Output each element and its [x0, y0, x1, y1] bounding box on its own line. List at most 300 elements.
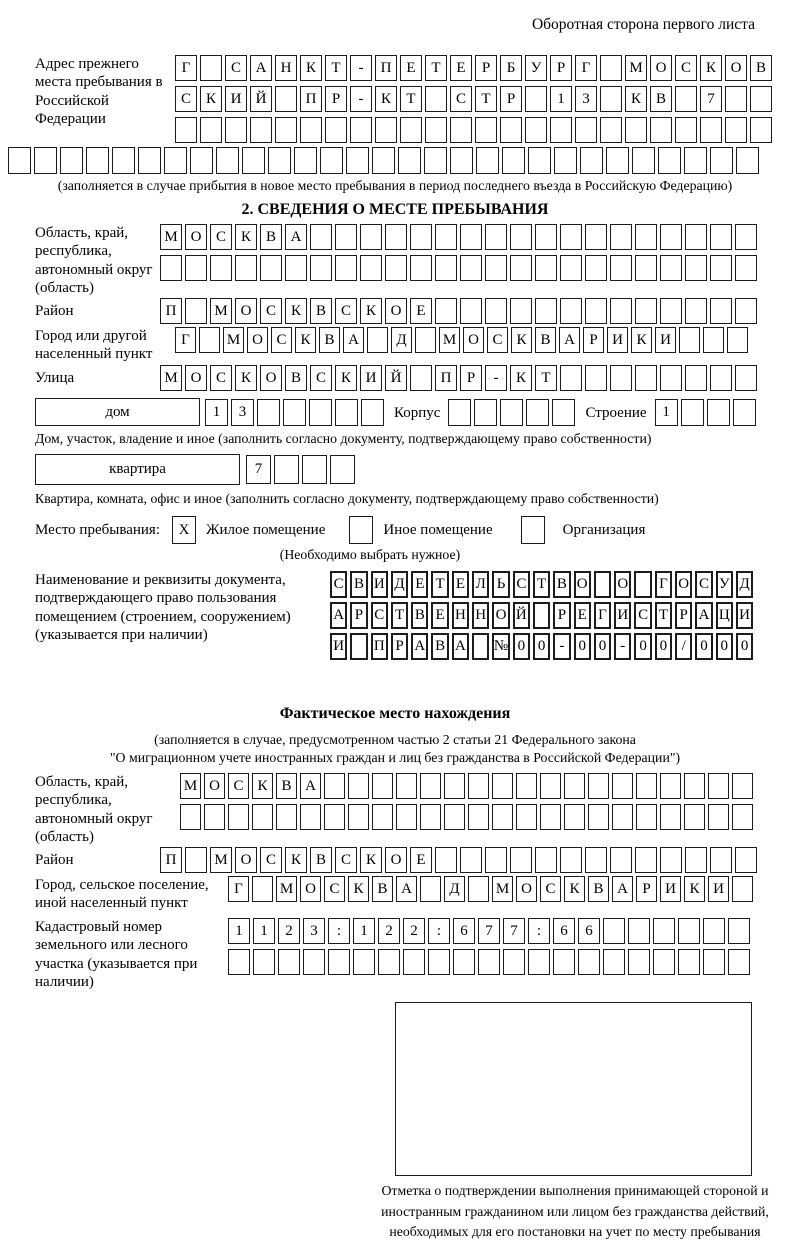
char-box[interactable]: В [276, 773, 297, 799]
char-box[interactable] [550, 117, 572, 143]
char-box[interactable] [375, 117, 397, 143]
char-box[interactable]: С [210, 224, 232, 250]
char-box[interactable] [610, 847, 632, 873]
char-box[interactable] [283, 399, 306, 426]
char-box[interactable] [302, 455, 327, 484]
char-box[interactable] [420, 804, 441, 830]
char-box[interactable]: Р [350, 602, 367, 629]
char-box[interactable]: С [330, 571, 347, 598]
char-box[interactable]: Н [452, 602, 469, 629]
char-box[interactable]: 0 [634, 633, 651, 660]
char-box[interactable]: 6 [553, 918, 575, 944]
char-box[interactable] [460, 298, 482, 324]
char-box[interactable] [485, 847, 507, 873]
char-box[interactable]: И [225, 86, 247, 112]
char-box[interactable] [468, 804, 489, 830]
char-box[interactable]: О [185, 224, 207, 250]
char-box[interactable]: О [204, 773, 225, 799]
char-box[interactable] [732, 876, 753, 902]
char-box[interactable] [735, 255, 757, 281]
char-box[interactable]: 0 [533, 633, 550, 660]
char-box[interactable] [310, 255, 332, 281]
char-box[interactable]: 3 [303, 918, 325, 944]
char-box[interactable] [275, 86, 297, 112]
organization-checkbox[interactable] [521, 516, 545, 544]
char-box[interactable] [578, 949, 600, 975]
char-box[interactable] [708, 804, 729, 830]
char-box[interactable]: 6 [453, 918, 475, 944]
char-box[interactable] [138, 147, 161, 174]
char-box[interactable]: К [511, 327, 532, 353]
char-box[interactable]: А [559, 327, 580, 353]
char-box[interactable] [650, 117, 672, 143]
char-box[interactable] [684, 773, 705, 799]
char-box[interactable]: Д [391, 327, 412, 353]
char-box[interactable]: К [300, 55, 322, 81]
char-box[interactable] [660, 773, 681, 799]
char-box[interactable] [460, 255, 482, 281]
char-box[interactable]: П [375, 55, 397, 81]
char-box[interactable]: В [553, 571, 570, 598]
char-box[interactable]: С [310, 365, 332, 391]
char-box[interactable]: Р [636, 876, 657, 902]
char-box[interactable]: С [335, 847, 357, 873]
char-box[interactable] [216, 147, 239, 174]
char-box[interactable] [553, 949, 575, 975]
char-box[interactable]: А [452, 633, 469, 660]
char-box[interactable] [635, 365, 657, 391]
char-box[interactable]: О [650, 55, 672, 81]
char-box[interactable] [678, 918, 700, 944]
char-box[interactable] [564, 804, 585, 830]
char-box[interactable]: О [235, 847, 257, 873]
char-box[interactable] [560, 847, 582, 873]
char-box[interactable] [710, 365, 732, 391]
char-box[interactable]: М [492, 876, 513, 902]
char-box[interactable]: Е [450, 55, 472, 81]
char-box[interactable]: К [510, 365, 532, 391]
char-box[interactable]: С [675, 55, 697, 81]
char-box[interactable] [585, 255, 607, 281]
char-box[interactable] [634, 571, 651, 598]
char-box[interactable]: А [300, 773, 321, 799]
char-box[interactable] [603, 949, 625, 975]
char-box[interactable]: К [564, 876, 585, 902]
char-box[interactable]: С [695, 571, 712, 598]
char-box[interactable]: П [160, 847, 182, 873]
char-box[interactable]: / [675, 633, 692, 660]
char-box[interactable]: Ц [716, 602, 733, 629]
char-box[interactable] [600, 117, 622, 143]
char-box[interactable] [636, 773, 657, 799]
char-box[interactable] [242, 147, 265, 174]
char-box[interactable] [635, 847, 657, 873]
char-box[interactable] [475, 117, 497, 143]
char-box[interactable] [728, 949, 750, 975]
char-box[interactable] [636, 804, 657, 830]
char-box[interactable] [685, 298, 707, 324]
char-box[interactable] [685, 847, 707, 873]
char-box[interactable] [428, 949, 450, 975]
char-box[interactable] [660, 365, 682, 391]
char-box[interactable]: 2 [278, 918, 300, 944]
char-box[interactable] [681, 399, 704, 426]
char-box[interactable] [594, 571, 611, 598]
char-box[interactable] [185, 255, 207, 281]
char-box[interactable]: Т [475, 86, 497, 112]
char-box[interactable] [425, 86, 447, 112]
char-box[interactable] [610, 365, 632, 391]
char-box[interactable]: О [385, 298, 407, 324]
char-box[interactable] [435, 298, 457, 324]
char-box[interactable] [112, 147, 135, 174]
char-box[interactable] [610, 224, 632, 250]
char-box[interactable] [575, 117, 597, 143]
char-box[interactable]: Й [250, 86, 272, 112]
char-box[interactable] [685, 224, 707, 250]
char-box[interactable]: В [750, 55, 772, 81]
char-box[interactable] [736, 147, 759, 174]
char-box[interactable]: 0 [716, 633, 733, 660]
char-box[interactable] [310, 224, 332, 250]
char-box[interactable] [175, 117, 197, 143]
char-box[interactable] [260, 255, 282, 281]
other-premises-checkbox[interactable] [349, 516, 373, 544]
char-box[interactable] [398, 147, 421, 174]
char-box[interactable] [348, 773, 369, 799]
char-box[interactable]: 1 [205, 399, 228, 426]
char-box[interactable] [225, 117, 247, 143]
char-box[interactable]: 1 [655, 399, 678, 426]
char-box[interactable] [353, 949, 375, 975]
char-box[interactable] [588, 773, 609, 799]
char-box[interactable]: М [180, 773, 201, 799]
char-box[interactable]: Е [410, 298, 432, 324]
char-box[interactable]: Г [228, 876, 249, 902]
char-box[interactable] [732, 773, 753, 799]
char-box[interactable]: 7 [503, 918, 525, 944]
char-box[interactable]: С [540, 876, 561, 902]
char-box[interactable] [415, 327, 436, 353]
char-box[interactable] [485, 224, 507, 250]
char-box[interactable] [700, 117, 722, 143]
char-box[interactable]: И [371, 571, 388, 598]
char-box[interactable] [750, 86, 772, 112]
char-box[interactable]: К [295, 327, 316, 353]
char-box[interactable] [372, 773, 393, 799]
char-box[interactable] [420, 876, 441, 902]
char-box[interactable] [658, 147, 681, 174]
char-box[interactable] [468, 773, 489, 799]
char-box[interactable] [60, 147, 83, 174]
char-box[interactable]: 1 [253, 918, 275, 944]
char-box[interactable]: Г [575, 55, 597, 81]
char-box[interactable] [485, 255, 507, 281]
char-box[interactable]: А [411, 633, 428, 660]
char-box[interactable]: Т [425, 55, 447, 81]
char-box[interactable] [653, 949, 675, 975]
char-box[interactable]: М [276, 876, 297, 902]
char-box[interactable]: Й [385, 365, 407, 391]
char-box[interactable] [510, 224, 532, 250]
char-box[interactable] [500, 399, 523, 426]
char-box[interactable]: К [348, 876, 369, 902]
char-box[interactable] [685, 365, 707, 391]
char-box[interactable] [610, 255, 632, 281]
char-box[interactable]: И [708, 876, 729, 902]
char-box[interactable] [660, 255, 682, 281]
char-box[interactable]: А [330, 602, 347, 629]
char-box[interactable] [468, 876, 489, 902]
char-box[interactable] [385, 255, 407, 281]
char-box[interactable] [703, 327, 724, 353]
char-box[interactable] [350, 633, 367, 660]
char-box[interactable]: С [228, 773, 249, 799]
char-box[interactable] [732, 804, 753, 830]
char-box[interactable] [603, 918, 625, 944]
char-box[interactable] [204, 804, 225, 830]
char-box[interactable]: С [210, 365, 232, 391]
char-box[interactable]: К [631, 327, 652, 353]
char-box[interactable]: 0 [513, 633, 530, 660]
char-box[interactable] [252, 804, 273, 830]
char-box[interactable] [275, 117, 297, 143]
char-box[interactable]: - [553, 633, 570, 660]
char-box[interactable]: Ь [492, 571, 509, 598]
char-box[interactable]: Д [736, 571, 753, 598]
char-box[interactable] [361, 399, 384, 426]
char-box[interactable]: К [360, 298, 382, 324]
char-box[interactable] [703, 949, 725, 975]
char-box[interactable]: - [614, 633, 631, 660]
char-box[interactable]: О [614, 571, 631, 598]
char-box[interactable] [8, 147, 31, 174]
char-box[interactable]: В [372, 876, 393, 902]
char-box[interactable]: В [411, 602, 428, 629]
char-box[interactable] [330, 455, 355, 484]
char-box[interactable]: - [350, 86, 372, 112]
char-box[interactable] [528, 949, 550, 975]
char-box[interactable]: К [200, 86, 222, 112]
char-box[interactable]: В [650, 86, 672, 112]
char-box[interactable] [460, 847, 482, 873]
char-box[interactable] [250, 117, 272, 143]
char-box[interactable]: К [375, 86, 397, 112]
char-box[interactable]: О [385, 847, 407, 873]
char-box[interactable]: Т [391, 602, 408, 629]
char-box[interactable] [350, 117, 372, 143]
char-box[interactable]: И [660, 876, 681, 902]
char-box[interactable] [444, 773, 465, 799]
char-box[interactable]: С [260, 298, 282, 324]
char-box[interactable]: М [160, 224, 182, 250]
char-box[interactable]: С [450, 86, 472, 112]
char-box[interactable] [606, 147, 629, 174]
char-box[interactable]: О [247, 327, 268, 353]
char-box[interactable] [588, 804, 609, 830]
char-box[interactable]: Р [550, 55, 572, 81]
char-box[interactable]: Р [460, 365, 482, 391]
char-box[interactable] [660, 847, 682, 873]
char-box[interactable]: Р [500, 86, 522, 112]
char-box[interactable]: И [330, 633, 347, 660]
char-box[interactable] [632, 147, 655, 174]
char-box[interactable]: А [612, 876, 633, 902]
char-box[interactable] [378, 949, 400, 975]
char-box[interactable]: К [360, 847, 382, 873]
char-box[interactable] [324, 773, 345, 799]
char-box[interactable]: С [634, 602, 651, 629]
char-box[interactable]: - [350, 55, 372, 81]
char-box[interactable]: К [285, 847, 307, 873]
char-box[interactable]: В [588, 876, 609, 902]
char-box[interactable] [303, 949, 325, 975]
char-box[interactable]: : [528, 918, 550, 944]
char-box[interactable] [612, 773, 633, 799]
char-box[interactable] [685, 255, 707, 281]
char-box[interactable]: И [360, 365, 382, 391]
char-box[interactable] [725, 117, 747, 143]
char-box[interactable]: С [175, 86, 197, 112]
char-box[interactable]: М [439, 327, 460, 353]
char-box[interactable] [679, 327, 700, 353]
char-box[interactable]: П [371, 633, 388, 660]
char-box[interactable] [478, 949, 500, 975]
char-box[interactable] [660, 298, 682, 324]
char-box[interactable] [612, 804, 633, 830]
char-box[interactable]: О [516, 876, 537, 902]
char-box[interactable] [185, 847, 207, 873]
char-box[interactable] [34, 147, 57, 174]
char-box[interactable]: - [485, 365, 507, 391]
char-box[interactable] [710, 224, 732, 250]
char-box[interactable]: У [525, 55, 547, 81]
char-box[interactable] [200, 55, 222, 81]
char-box[interactable]: И [736, 602, 753, 629]
char-box[interactable]: 0 [695, 633, 712, 660]
char-box[interactable] [727, 327, 748, 353]
char-box[interactable] [725, 86, 747, 112]
char-box[interactable] [675, 86, 697, 112]
char-box[interactable] [185, 298, 207, 324]
char-box[interactable]: А [396, 876, 417, 902]
char-box[interactable]: Р [325, 86, 347, 112]
char-box[interactable]: Е [431, 602, 448, 629]
char-box[interactable]: В [260, 224, 282, 250]
char-box[interactable]: Г [175, 327, 196, 353]
char-box[interactable]: В [310, 298, 332, 324]
char-box[interactable] [533, 602, 550, 629]
char-box[interactable]: В [431, 633, 448, 660]
char-box[interactable]: Н [275, 55, 297, 81]
char-box[interactable] [372, 804, 393, 830]
char-box[interactable]: Е [400, 55, 422, 81]
char-box[interactable]: М [223, 327, 244, 353]
char-box[interactable]: Н [472, 602, 489, 629]
char-box[interactable]: О [725, 55, 747, 81]
char-box[interactable] [348, 804, 369, 830]
char-box[interactable] [728, 918, 750, 944]
char-box[interactable] [510, 255, 532, 281]
char-box[interactable] [535, 224, 557, 250]
char-box[interactable] [610, 298, 632, 324]
char-box[interactable] [710, 298, 732, 324]
char-box[interactable]: Л [472, 571, 489, 598]
char-box[interactable] [335, 224, 357, 250]
char-box[interactable] [510, 298, 532, 324]
char-box[interactable]: С [260, 847, 282, 873]
char-box[interactable] [400, 117, 422, 143]
char-box[interactable] [424, 147, 447, 174]
char-box[interactable]: Е [452, 571, 469, 598]
char-box[interactable] [510, 847, 532, 873]
char-box[interactable]: 7 [478, 918, 500, 944]
char-box[interactable] [735, 847, 757, 873]
char-box[interactable] [300, 117, 322, 143]
char-box[interactable]: К [684, 876, 705, 902]
char-box[interactable]: Г [594, 602, 611, 629]
char-box[interactable] [346, 147, 369, 174]
char-box[interactable] [450, 147, 473, 174]
char-box[interactable] [560, 365, 582, 391]
char-box[interactable]: А [250, 55, 272, 81]
char-box[interactable] [228, 949, 250, 975]
char-box[interactable] [492, 773, 513, 799]
char-box[interactable] [516, 773, 537, 799]
char-box[interactable]: А [343, 327, 364, 353]
char-box[interactable] [675, 117, 697, 143]
char-box[interactable] [600, 86, 622, 112]
char-box[interactable]: С [513, 571, 530, 598]
char-box[interactable] [684, 804, 705, 830]
char-box[interactable]: 0 [574, 633, 591, 660]
char-box[interactable] [625, 117, 647, 143]
char-box[interactable] [526, 399, 549, 426]
char-box[interactable] [707, 399, 730, 426]
char-box[interactable]: Р [583, 327, 604, 353]
char-box[interactable]: В [350, 571, 367, 598]
char-box[interactable]: Е [410, 847, 432, 873]
char-box[interactable]: М [210, 847, 232, 873]
char-box[interactable] [385, 224, 407, 250]
char-box[interactable]: 7 [700, 86, 722, 112]
char-box[interactable] [552, 399, 575, 426]
char-box[interactable]: К [700, 55, 722, 81]
char-box[interactable] [500, 117, 522, 143]
char-box[interactable]: Т [325, 55, 347, 81]
char-box[interactable] [309, 399, 332, 426]
char-box[interactable] [320, 147, 343, 174]
char-box[interactable]: М [160, 365, 182, 391]
char-box[interactable]: 1 [353, 918, 375, 944]
char-box[interactable] [554, 147, 577, 174]
char-box[interactable] [535, 255, 557, 281]
char-box[interactable] [564, 773, 585, 799]
char-box[interactable] [453, 949, 475, 975]
char-box[interactable] [410, 365, 432, 391]
char-box[interactable] [228, 804, 249, 830]
char-box[interactable] [635, 255, 657, 281]
char-box[interactable] [190, 147, 213, 174]
char-box[interactable]: № [492, 633, 509, 660]
char-box[interactable]: Г [175, 55, 197, 81]
char-box[interactable] [450, 117, 472, 143]
char-box[interactable]: : [428, 918, 450, 944]
char-box[interactable]: С [225, 55, 247, 81]
char-box[interactable] [535, 298, 557, 324]
char-box[interactable]: К [285, 298, 307, 324]
char-box[interactable] [585, 847, 607, 873]
